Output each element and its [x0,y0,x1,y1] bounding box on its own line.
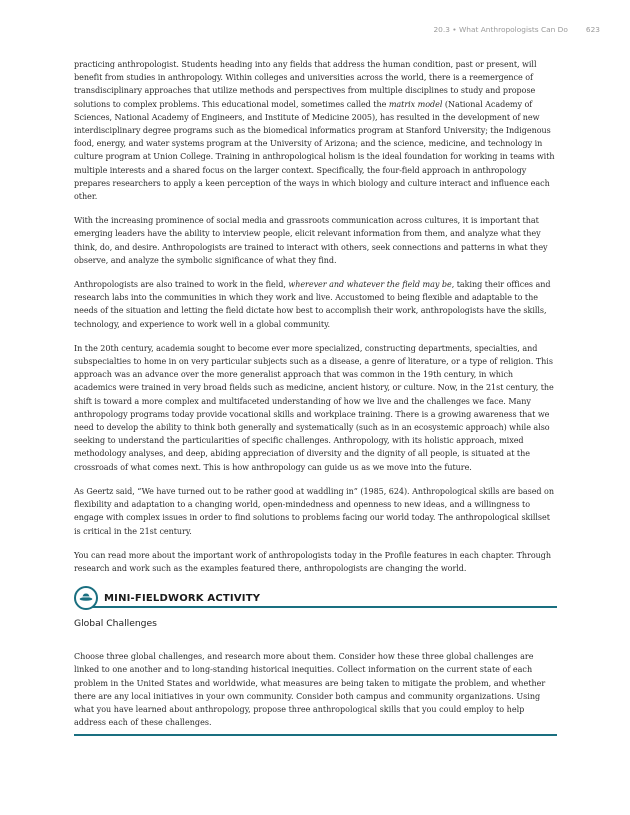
italic-term: matrix model [388,99,443,109]
text-run: In the 20th century, academia sought to become ever more specialized, constructing departments, specialties, and subspecialties to home in on very particular subjects such as a disease, a genre of literature, or a type of religion. This approach was an advance over the more generalist approach that was common in the 19th century, in which academics were trained in very broad fields such as medicine, ancient history, or culture. Now, in the 21st century, the shift is toward a more complex and multifaceted understanding of how we live and the challenges we face. Many anthropology programs today provide vocational skills and workplace training. There is a growing awareness that we need to develop the ability to think both generally and systematically (such as in an ecosystemic approach) while also seeking to understand the particularities of specific challenges. Anthropology, with its holistic approach, mixed methodology analyses, and deep, abiding appreciation of diversity and the dignity of all people, is situated at the crossroads of what comes next. This is how anthropology can guide us as we move into the future. [74,343,554,472]
text-run: practicing anthropologist. Students heading into any fields that address the human condition, past or present, will benefit from studies in anthropology. Within colleges and universities across the world, there is a reemergence of transdisciplinary approaches that utilize methods and perspectives from multiple disciplines to study and propose solutions to complex problems. This educational model, sometimes called the [74,60,537,109]
mini-fieldwork-activity [74,586,557,736]
paragraph [74,214,557,267]
text-run: You can read more about the important work of anthropologists today in the Profile features in each chapter. Through research and work such as the examples featured there, anthropologists are changing the world. [74,550,551,573]
text-run: Anthropologists are also trained to work in the field, [74,280,289,290]
activity-header-rule [84,606,557,608]
activity-header [74,586,557,610]
paragraph [74,549,557,575]
text-run: With the increasing prominence of social media and grassroots communication across cultures, it is important that emerging leaders have the ability to interview people, elicit relevant information from them, and analyze what they think, do, and desire. Anthropologists are trained to interact with others, seek connections and patterns in what they observe, and analyze the symbolic significance of what they find. [74,216,548,265]
activity-bottom-rule [74,734,557,736]
body-text [74,58,557,575]
running-header [433,25,600,34]
text-run: As Geertz said, “We have turned out to be rather good at waddling in” (1985, 624). Anthropological skills are based on flexibility and adaptation to a changing world, open-mindedness and openness to new ideas, and a willingness to engage with complex issues in order to find solutions to problems facing our world today. The anthropological skillset is critical in the 21st century. [74,486,554,536]
text-run: (National Academy of Sciences, National Academy of Engineers, and Institute of Medicine 2005), has resulted in the development of new interdisciplinary degree programs such as the biomedical informatics program at Stanford University; the Indigenous food, energy, and water systems program at the University of Arizona; and the science, medicine, and technology in culture program at Union College. Training in anthropological holism is the ideal foundation for working in teams with multiple interests and a shared focus on the larger context. Specifically, the four-field approach in anthropology prepares researchers to apply a keen perception of the ways in which biology and culture interact and influence each other. [74,99,555,202]
fieldwork-hat-icon [74,586,98,610]
paragraph [74,278,557,331]
activity-body: Choose three global challenges, and research more about them. Consider how these three global challenges are linked to one another and to long-standing historical inequities. Collect information on the current state of each problem in the United States and worldwide, what measures are being taken to mitigate the problem, and whether there are any local initiatives in your own community. Consider both campus and community organizations. Using what you have learned about anthropology, propose three anthropological skills that you could employ to help address each of these challenges. [74,652,546,728]
activity-subtitle: Global Challenges [74,618,157,630]
paragraph [74,342,557,474]
activity-title: MINI-FIELDWORK ACTIVITY [104,592,261,604]
paragraph [74,485,557,538]
section-title: 20.3 • What Anthropologists Can Do [433,25,568,34]
paragraph [74,58,557,203]
text-run: , taking their offices and research labs into the communities in which they work and live. Accustomed to being flexible and adaptable to the needs of the situation and letting the field dictate how best to accomplish their work, anthropologists have the skills, technology, and experience to work well in a global community. [74,280,551,329]
page-number: 623 [585,25,600,34]
page-content [74,58,557,736]
italic-term: wherever and whatever the field may be [288,280,452,290]
